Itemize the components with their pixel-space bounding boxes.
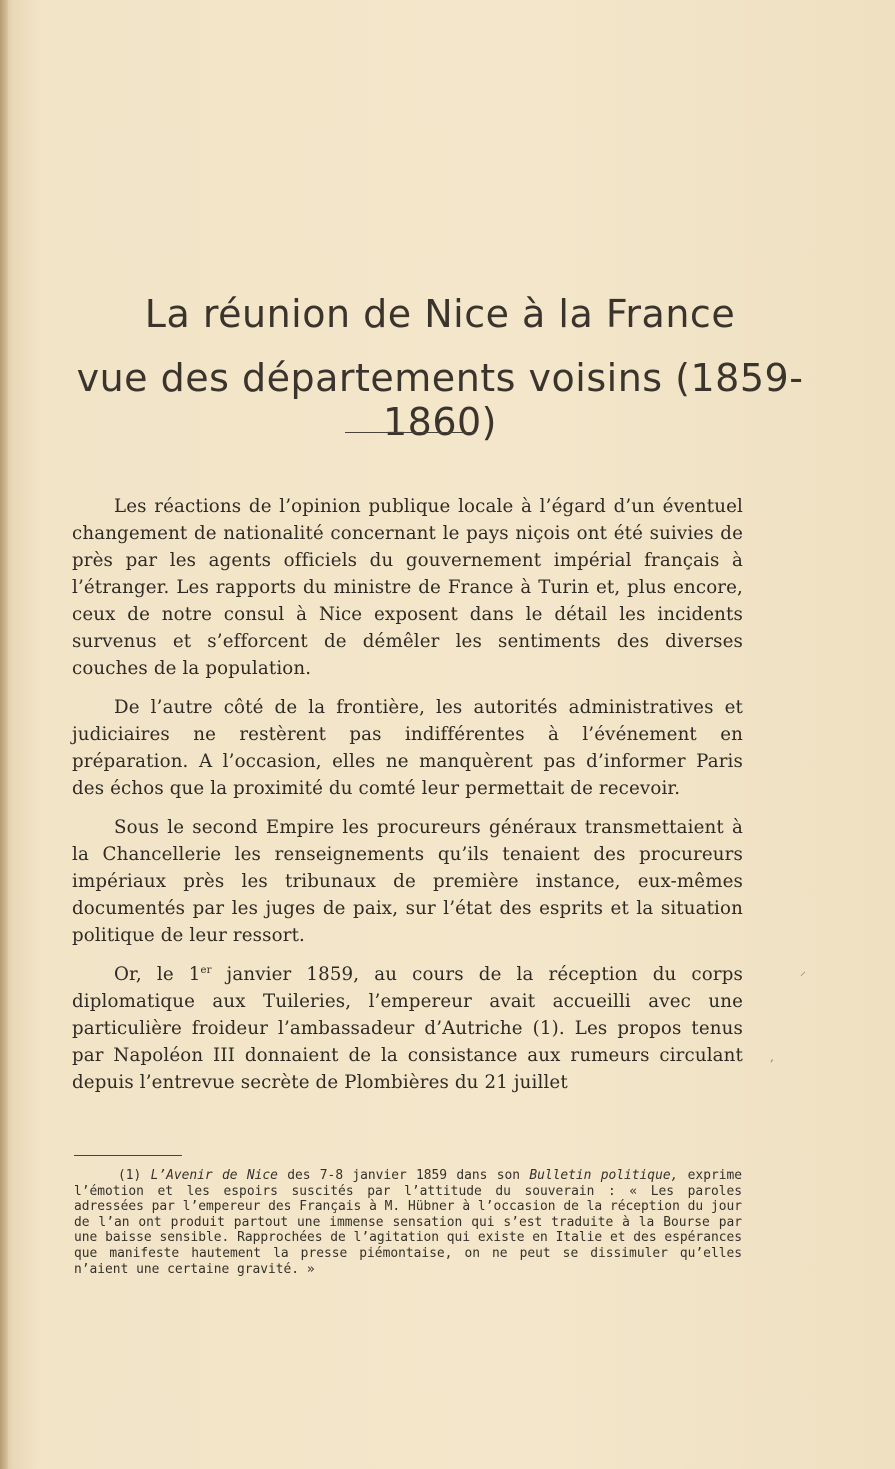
paragraph-2: De l’autre côté de la frontière, les autorités administratives et judiciaires ne restèrent pas indifférentes à l’événement en préparation. A l’occasion, elles ne manquèrent pas d’informer Paris des échos que la proximité du comté leur permettait de recevoir.	[72, 697, 743, 799]
footnote-italic-1: L’Avenir de Nice	[150, 1168, 278, 1183]
footnote-rest: exprime l’émotion et les espoirs suscités par l’attitude du souverain : « Les paroles adressées par l’empereur des Français à M. Hübner à l’occasion de la réception du jour de l’an ont produit partout une immense sensation qui s’est traduite à la Bourse par une baisse sensible. Rapprochées de l’agitation qui existe en Italie et des espérances que manifeste hautement la presse piémontaise, on ne peut se dissimuler qu’elles n’aient une certaine gravité. »	[74, 1168, 742, 1277]
footnote-divider	[74, 1155, 182, 1156]
title-divider	[345, 432, 475, 433]
paragraph-3: Sous le second Empire les procureurs généraux transmettaient à la Chancellerie les renseignements qu’ils tenaient des procureurs impériaux près les tribunaux de première instance, eux-mêmes documentés par les juges de paix, sur l’état des esprits et la situation politique de leur ressort.	[72, 817, 743, 946]
footnote-mid: des 7-8 janvier 1859 dans son	[277, 1168, 530, 1183]
title-line-1: La réunion de Nice à la France	[144, 292, 736, 336]
title-line-2: vue des départements voisins (1859-1860)	[76, 356, 804, 444]
footnote-italic-2: Bulletin politique,	[529, 1168, 679, 1183]
paragraph-4-rest: janvier 1859, au cours de la réception du corps diplomatique aux Tuileries, l’empereur avait accueilli avec une particulière froideur l’ambassadeur d’Autriche (1). Les propos tenus par Napoléon III donnaient de la consistance aux rumeurs circulant depuis l’entrevue secrète de Plombières du 21 juillet	[72, 964, 743, 1093]
margin-mark: ⸝	[800, 964, 807, 978]
footnote-marker: (1)	[118, 1168, 151, 1183]
paragraph-4-superscript: er	[200, 964, 212, 976]
paragraph-4-start: Or, le 1	[114, 964, 201, 985]
paragraph-1: Les réactions de l’opinion publique locale à l’égard d’un éventuel changement de nationalité concernant le pays niçois ont été suivies de près par les agents officiels du gouvernement impérial français à l’étranger. Les rapports du ministre de France à Turin et, plus encore, ceux de notre consul à Nice exposent dans le détail les incidents survenus et s’efforcent de démêler les sentiments des diverses couches de la population.	[72, 496, 743, 679]
margin-mark: ,	[770, 1050, 774, 1064]
paragraph-4	[72, 961, 743, 1096]
book-spine	[0, 0, 8, 1469]
footnote	[74, 1168, 742, 1277]
